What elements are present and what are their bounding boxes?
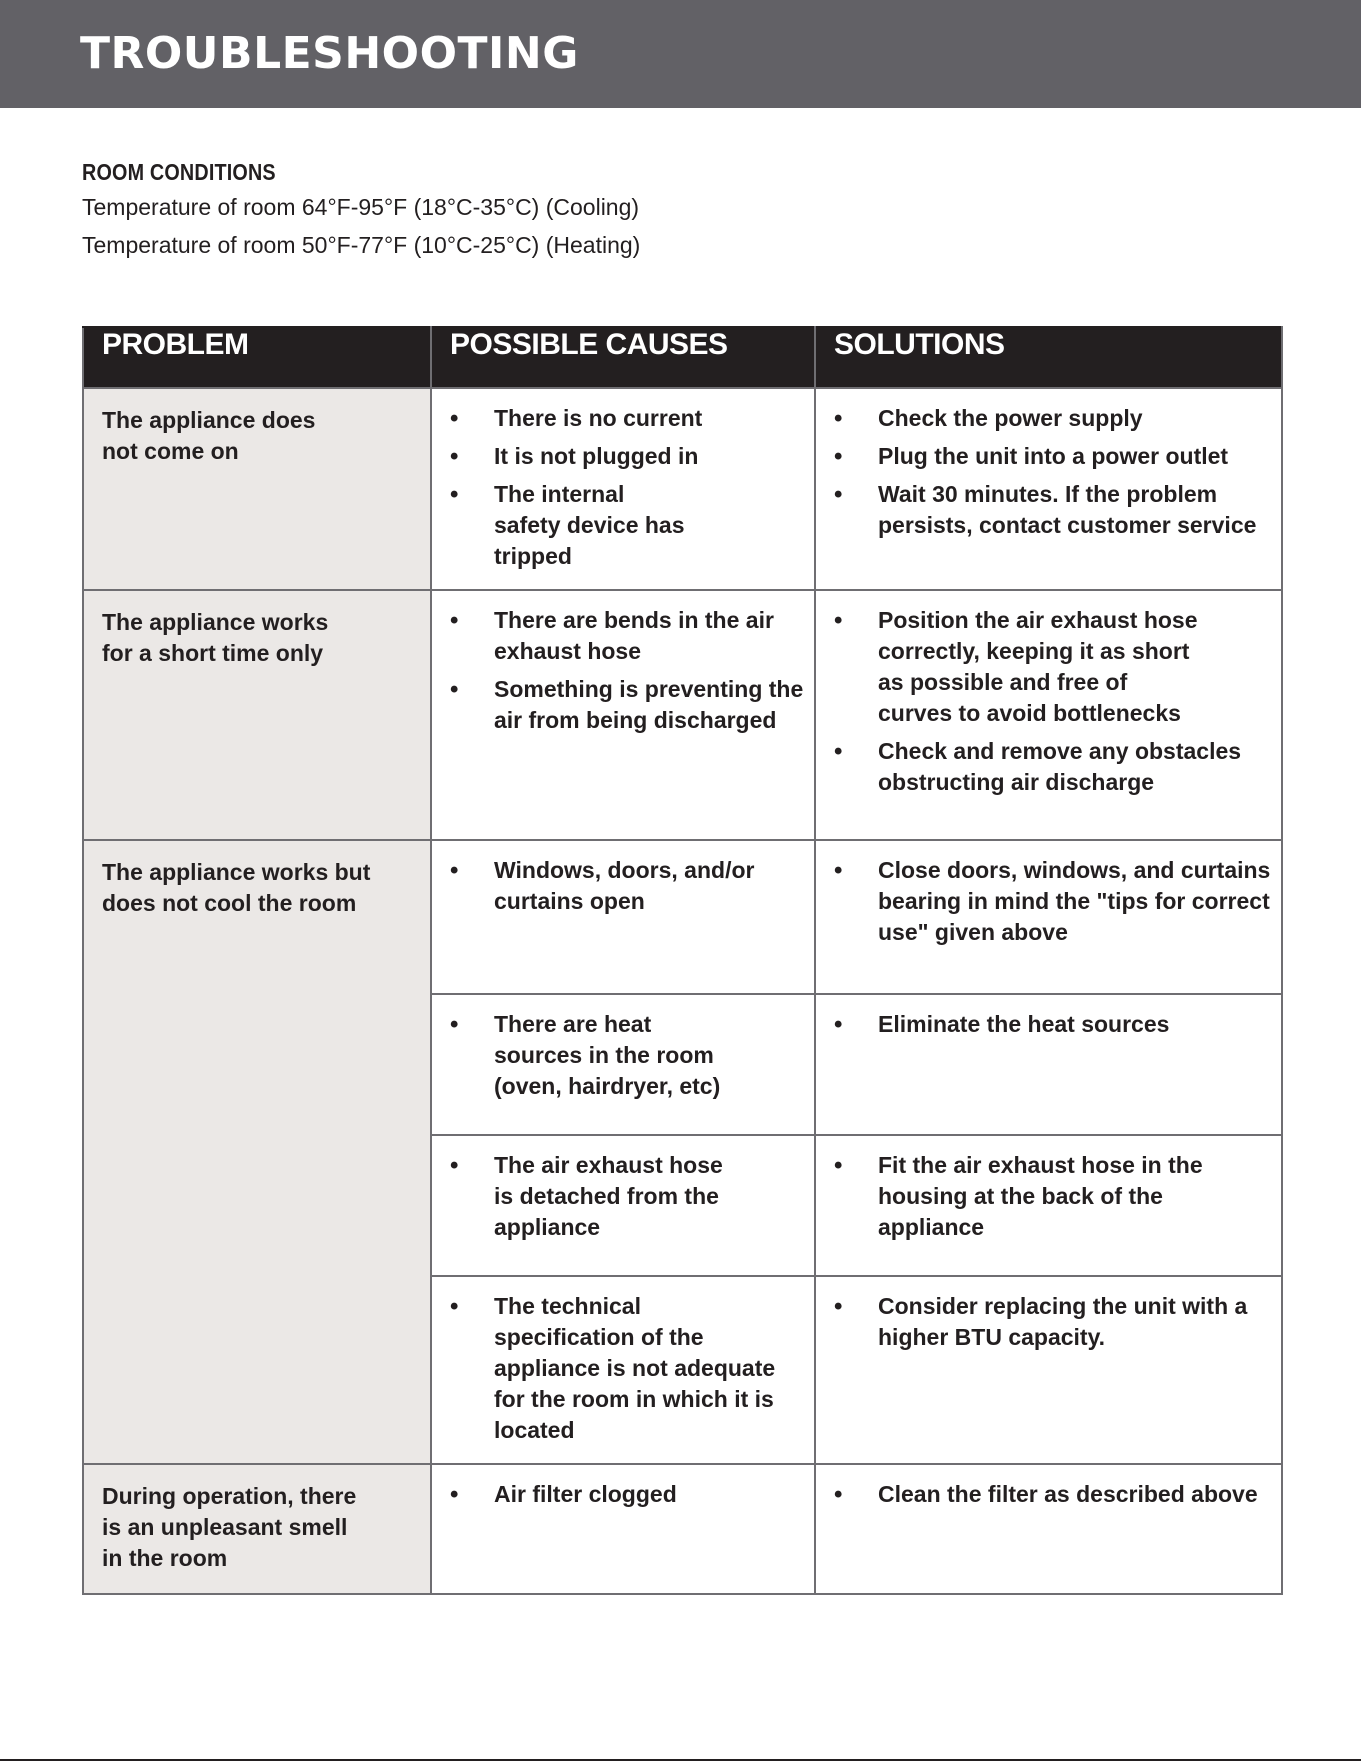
header-problem: PROBLEM — [83, 327, 431, 388]
cause-item: • Something is preventing the air from being discharged — [448, 674, 804, 736]
table-row — [83, 840, 1282, 994]
causes-cell — [431, 590, 815, 840]
room-conditions-cooling: Temperature of room 64°F-95°F (18°C-35°C) (Cooling) — [82, 194, 640, 220]
table-row — [83, 388, 1282, 590]
solutions-cell — [815, 1276, 1282, 1464]
solutions-list — [832, 1150, 1271, 1243]
cause-item: • The technical specification of the appliance is not adequate for the room in which it is located — [448, 1291, 784, 1446]
causes-list — [448, 1291, 804, 1446]
solution-item: • Position the air exhaust hose correctly, keeping it as short as possible and free of curves to avoid bottlenecks — [832, 605, 1198, 729]
cause-item: • The internal safety device has tripped — [448, 479, 694, 572]
solutions-cell — [815, 1135, 1282, 1276]
room-conditions-heating: Temperature of room 50°F-77°F (10°C-25°C) (Heating) — [82, 232, 641, 258]
cause-item: • There is no current — [448, 403, 804, 434]
solution-item: • Clean the filter as described above — [832, 1479, 1271, 1510]
problem-text: The appliance works but does not cool the room — [102, 859, 371, 916]
solutions-list — [832, 1291, 1271, 1353]
solution-item: • Consider replacing the unit with a higher BTU capacity. — [832, 1291, 1258, 1353]
causes-list — [448, 1150, 804, 1243]
problem-cell — [83, 388, 431, 590]
cause-item: • It is not plugged in — [448, 441, 804, 472]
solution-item: • Wait 30 minutes. If the problem persists, contact customer service — [832, 479, 1271, 541]
problem-cell — [83, 840, 431, 1464]
causes-cell — [431, 1276, 815, 1464]
solution-item: • Check the power supply — [832, 403, 1271, 434]
solutions-cell — [815, 1464, 1282, 1594]
causes-cell — [431, 840, 815, 994]
solution-item: • Close doors, windows, and curtains bearing in mind the "tips for correct use" given above — [832, 855, 1271, 948]
causes-list — [448, 403, 804, 572]
troubleshooting-table — [82, 326, 1283, 1595]
solution-item: • Fit the air exhaust hose in the housing at the back of the appliance — [832, 1150, 1271, 1243]
header-solutions: SOLUTIONS — [815, 327, 1282, 388]
page-title: TROUBLESHOOTING — [80, 28, 579, 79]
causes-cell — [431, 1135, 815, 1276]
table-header-row — [83, 327, 1282, 388]
solution-item: • Eliminate the heat sources — [832, 1009, 1271, 1040]
solutions-cell — [815, 590, 1282, 840]
causes-cell — [431, 1464, 815, 1594]
problem-text: During operation, there is an unpleasant smell in the room — [102, 1483, 357, 1571]
room-conditions-section — [82, 156, 640, 264]
problem-cell — [83, 1464, 431, 1594]
header-possible-causes: POSSIBLE CAUSES — [431, 327, 815, 388]
cause-item: • The air exhaust hose is detached from the appliance — [448, 1150, 724, 1243]
causes-list — [448, 1479, 804, 1510]
cause-item: • Air filter clogged — [448, 1479, 804, 1510]
causes-list — [448, 855, 804, 917]
solutions-list — [832, 855, 1271, 948]
cause-item: • Windows, doors, and/or curtains open — [448, 855, 764, 917]
solutions-list — [832, 605, 1271, 798]
causes-cell — [431, 994, 815, 1135]
problem-text: The appliance does not come on — [102, 407, 316, 464]
solutions-list — [832, 1479, 1271, 1510]
solutions-list — [832, 403, 1271, 541]
causes-cell — [431, 388, 815, 590]
table-row — [83, 590, 1282, 840]
solution-item: • Plug the unit into a power outlet — [832, 441, 1271, 472]
solutions-list — [832, 1009, 1271, 1040]
header-bar — [0, 0, 1361, 108]
problem-cell — [83, 590, 431, 840]
solutions-cell — [815, 994, 1282, 1135]
causes-list — [448, 605, 804, 736]
cause-item: • There are bends in the air exhaust hose — [448, 605, 784, 667]
solutions-cell — [815, 388, 1282, 590]
solution-item: • Check and remove any obstacles obstructing air discharge — [832, 736, 1271, 798]
cause-item: • There are heat sources in the room (oven, hairdryer, etc) — [448, 1009, 744, 1102]
table-row — [83, 1464, 1282, 1594]
problem-text: The appliance works for a short time only — [102, 609, 329, 666]
room-conditions-heading: ROOM CONDITIONS — [82, 159, 276, 185]
causes-list — [448, 1009, 804, 1102]
solutions-cell — [815, 840, 1282, 994]
